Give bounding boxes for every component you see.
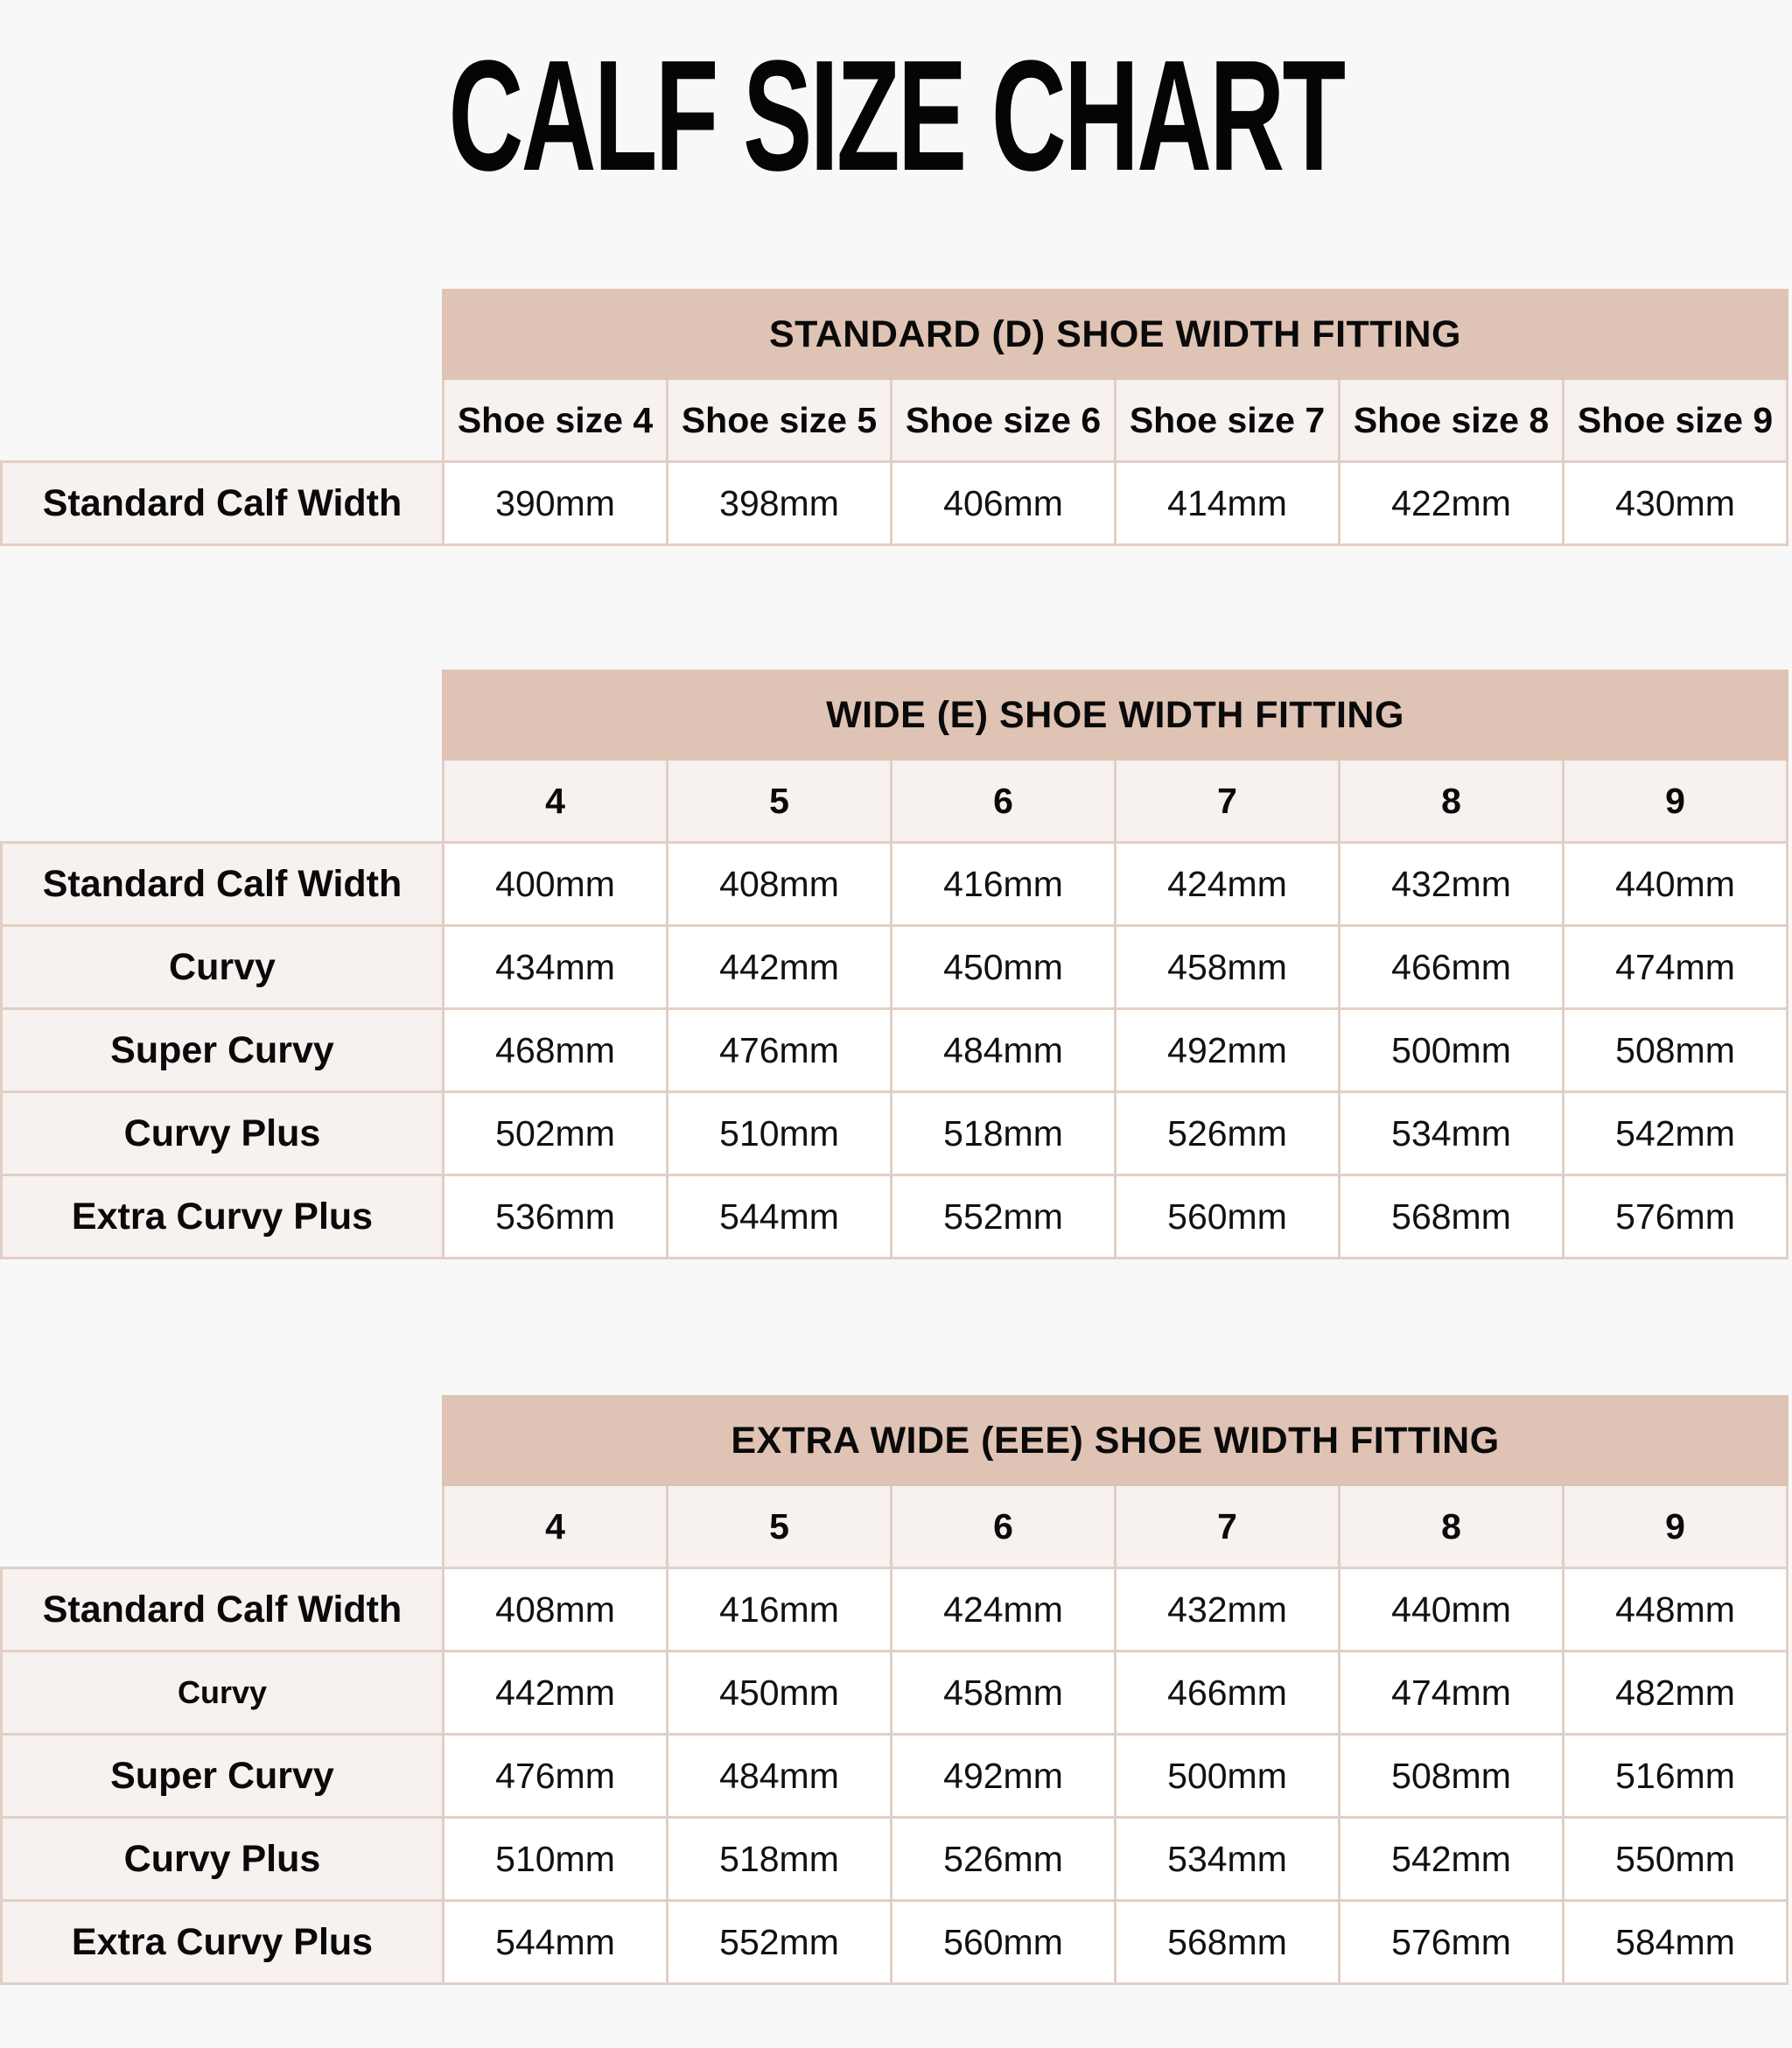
column-header: 8 [1340,1485,1564,1568]
row-label: Curvy [2,926,444,1009]
value-cell: 434mm [444,926,668,1009]
value-cell: 518mm [892,1092,1116,1175]
value-cell: 442mm [668,926,892,1009]
row-label: Standard Calf Width [2,1568,444,1652]
value-cell: 534mm [1340,1092,1564,1175]
value-cell: 544mm [668,1175,892,1259]
section-header: EXTRA WIDE (EEE) SHOE WIDTH FITTING [444,1397,1788,1485]
table-row [2,843,1788,926]
value-cell: 542mm [1564,1092,1788,1175]
size-table-2 [0,670,1788,1259]
value-cell: 510mm [444,1818,668,1901]
value-cell: 432mm [1116,1568,1340,1652]
value-cell: 544mm [444,1901,668,1984]
table-row [2,462,1788,545]
value-cell: 422mm [1340,462,1564,545]
column-header: 8 [1340,760,1564,843]
column-header: Shoe size 8 [1340,379,1564,462]
value-cell: 536mm [444,1175,668,1259]
column-header: 4 [444,1485,668,1568]
column-header: 6 [892,1485,1116,1568]
value-cell: 568mm [1116,1901,1340,1984]
value-cell: 552mm [668,1901,892,1984]
table-row [2,1092,1788,1175]
row-label: Extra Curvy Plus [2,1901,444,1984]
table-row [2,1652,1788,1735]
value-cell: 526mm [1116,1092,1340,1175]
blank-cell [2,671,444,760]
table-row [2,1735,1788,1818]
value-cell: 466mm [1116,1652,1340,1735]
value-cell: 560mm [892,1901,1116,1984]
value-cell: 510mm [668,1092,892,1175]
value-cell: 508mm [1340,1735,1564,1818]
row-label: Super Curvy [2,1009,444,1092]
value-cell: 400mm [444,843,668,926]
row-label: Extra Curvy Plus [2,1175,444,1259]
column-header: Shoe size 7 [1116,379,1340,462]
value-cell: 492mm [892,1735,1116,1818]
value-cell: 502mm [444,1092,668,1175]
column-header: 9 [1564,760,1788,843]
row-label: Curvy [2,1652,444,1735]
value-cell: 568mm [1340,1175,1564,1259]
section-header: STANDARD (D) SHOE WIDTH FITTING [444,291,1788,379]
column-header: Shoe size 4 [444,379,668,462]
value-cell: 414mm [1116,462,1340,545]
column-header: 5 [668,1485,892,1568]
value-cell: 390mm [444,462,668,545]
value-cell: 476mm [444,1735,668,1818]
value-cell: 550mm [1564,1818,1788,1901]
blank-cell [2,291,444,379]
value-cell: 526mm [892,1818,1116,1901]
table-row [2,1901,1788,1984]
value-cell: 458mm [892,1652,1116,1735]
value-cell: 552mm [892,1175,1116,1259]
column-header: Shoe size 5 [668,379,892,462]
value-cell: 442mm [444,1652,668,1735]
value-cell: 484mm [892,1009,1116,1092]
size-table-3 [0,1395,1788,1985]
value-cell: 508mm [1564,1009,1788,1092]
value-cell: 406mm [892,462,1116,545]
column-header: 7 [1116,1485,1340,1568]
value-cell: 424mm [892,1568,1116,1652]
column-header: Shoe size 9 [1564,379,1788,462]
value-cell: 584mm [1564,1901,1788,1984]
column-header: 7 [1116,760,1340,843]
value-cell: 518mm [668,1818,892,1901]
blank-cell [2,1397,444,1485]
value-cell: 432mm [1340,843,1564,926]
table-row [2,1009,1788,1092]
page-title: CALF SIZE CHART [448,28,1344,204]
row-label: Curvy Plus [2,1092,444,1175]
value-cell: 424mm [1116,843,1340,926]
table-row [2,1175,1788,1259]
value-cell: 430mm [1564,462,1788,545]
value-cell: 560mm [1116,1175,1340,1259]
value-cell: 448mm [1564,1568,1788,1652]
column-header: 6 [892,760,1116,843]
value-cell: 450mm [668,1652,892,1735]
value-cell: 482mm [1564,1652,1788,1735]
value-cell: 576mm [1564,1175,1788,1259]
table-row [2,1568,1788,1652]
value-cell: 450mm [892,926,1116,1009]
value-cell: 500mm [1340,1009,1564,1092]
row-label: Standard Calf Width [2,462,444,545]
row-label: Super Curvy [2,1735,444,1818]
blank-cell [2,1485,444,1568]
blank-cell [2,760,444,843]
value-cell: 416mm [892,843,1116,926]
blank-cell [2,379,444,462]
column-header: 9 [1564,1485,1788,1568]
value-cell: 458mm [1116,926,1340,1009]
row-label: Curvy Plus [2,1818,444,1901]
value-cell: 476mm [668,1009,892,1092]
value-cell: 398mm [668,462,892,545]
value-cell: 416mm [668,1568,892,1652]
value-cell: 500mm [1116,1735,1340,1818]
value-cell: 440mm [1340,1568,1564,1652]
value-cell: 468mm [444,1009,668,1092]
table-row [2,926,1788,1009]
value-cell: 484mm [668,1735,892,1818]
value-cell: 474mm [1564,926,1788,1009]
value-cell: 408mm [668,843,892,926]
value-cell: 408mm [444,1568,668,1652]
section-header: WIDE (E) SHOE WIDTH FITTING [444,671,1788,760]
column-header: 4 [444,760,668,843]
column-header: 5 [668,760,892,843]
column-header: Shoe size 6 [892,379,1116,462]
table-row [2,1818,1788,1901]
value-cell: 542mm [1340,1818,1564,1901]
value-cell: 516mm [1564,1735,1788,1818]
value-cell: 440mm [1564,843,1788,926]
value-cell: 576mm [1340,1901,1564,1984]
value-cell: 474mm [1340,1652,1564,1735]
value-cell: 492mm [1116,1009,1340,1092]
row-label: Standard Calf Width [2,843,444,926]
value-cell: 466mm [1340,926,1564,1009]
size-table-1 [0,289,1788,546]
value-cell: 534mm [1116,1818,1340,1901]
